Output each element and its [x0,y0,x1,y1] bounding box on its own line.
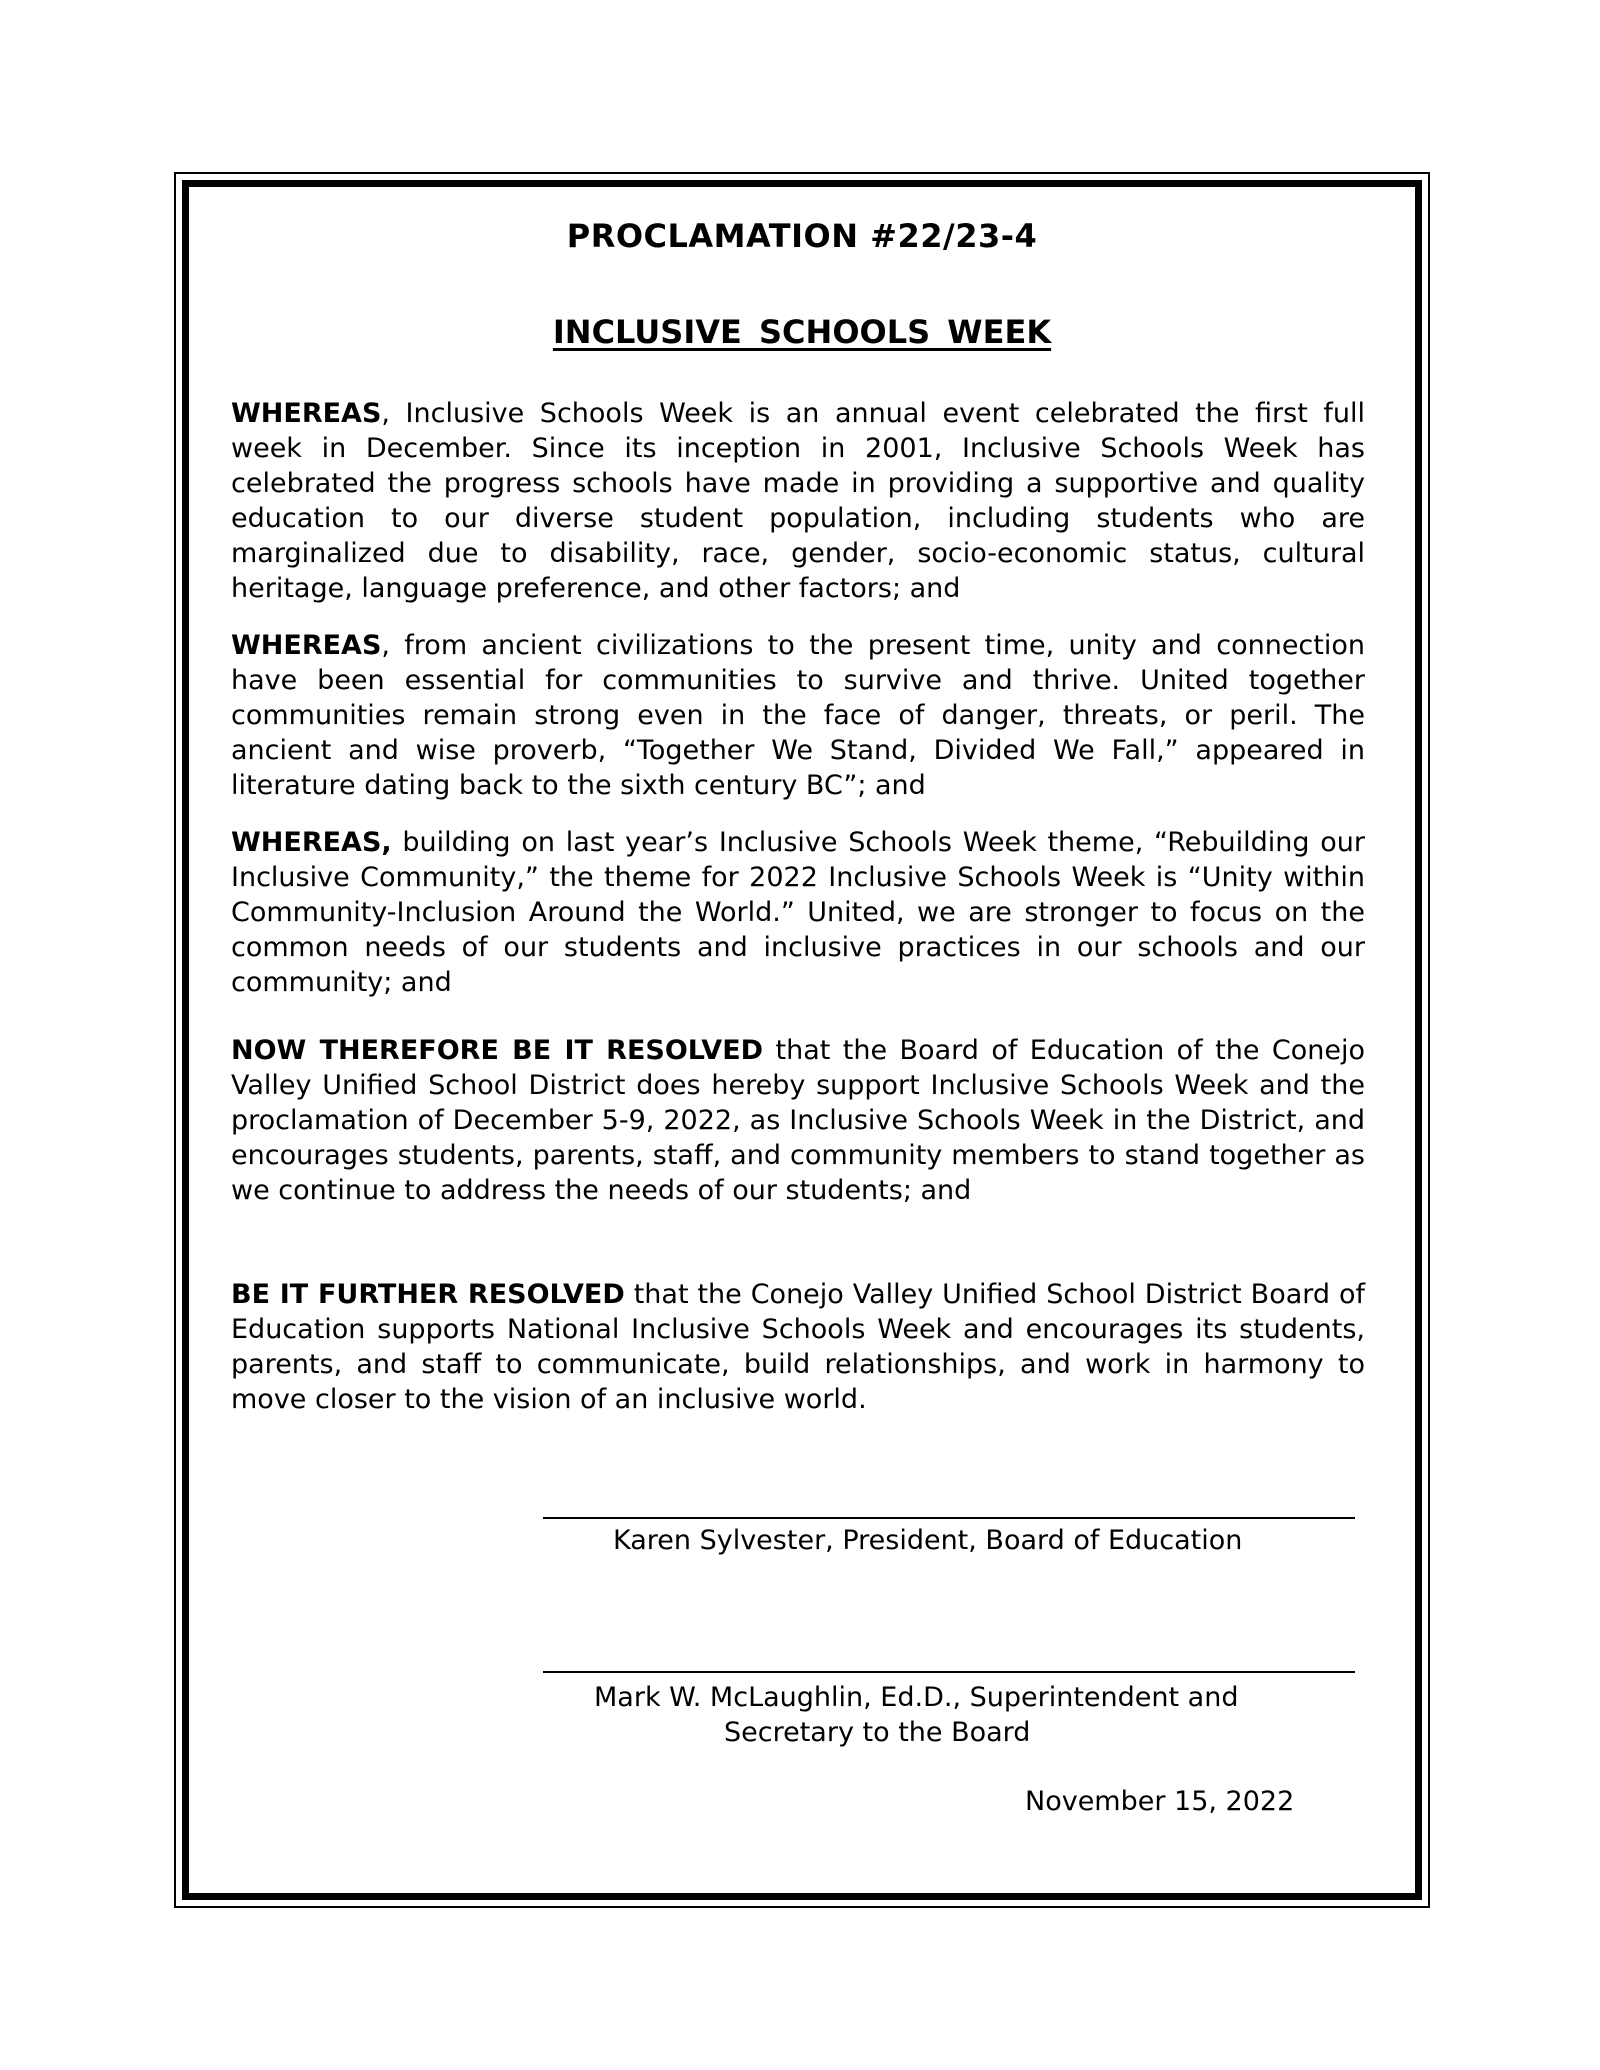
proclamation-date: November 15, 2022 [1025,1786,1295,1817]
whereas-paragraph-2 [231,628,1365,803]
paragraph-lead: WHEREAS, [231,827,392,858]
signatory-president: Karen Sylvester, President, Board of Education [613,1525,1243,1556]
proclamation-number: PROCLAMATION #22/23-4 [566,217,1038,255]
paragraph-text: that the Conejo Valley Unified School District Board of Education supports National Inclusive Schools Week and encourages its students, parents, and staff to communicate, build relationships, and work in harmony to move closer to the vision of an inclusive world. [231,1279,1365,1415]
further-resolved-paragraph [231,1277,1365,1417]
whereas-paragraph-1 [231,396,1365,606]
whereas-paragraph-3 [231,825,1365,1000]
paragraph-lead: BE IT FURTHER RESOLVED [231,1279,625,1310]
signatory-superintendent: Mark W. McLaughlin, Ed.D., Superintendent and [594,1682,1239,1713]
paragraph-lead: WHEREAS [231,630,382,661]
signatory-superintendent-title: Secretary to the Board [724,1717,1031,1748]
paragraph-lead: NOW THEREFORE BE IT RESOLVED [231,1035,764,1066]
paragraph-lead: WHEREAS [231,398,382,429]
signature-line-superintendent [543,1671,1355,1673]
paragraph-text: , Inclusive Schools Week is an annual event celebrated the first full week in December. Since its inception in 2001, Inclusive Schools Week has celebrated the progress schools have made in providing a supportive and quality education to our diverse student population, including students who are marginalized due to disability, race, gender, socio-economic status, cultural heritage, language preference, and other factors; and [231,398,1365,604]
proclamation-title: INCLUSIVE SCHOOLS WEEK [552,313,1052,351]
paragraph-text: building on last year’s Inclusive Schools Week theme, “Rebuilding our Inclusive Community,” the theme for 2022 Inclusive Schools Week is “Unity within Community-Inclusion Around the World.” United, we are stronger to focus on the common needs of our students and inclusive practices in our schools and our community; and [231,827,1365,998]
paragraph-text: , from ancient civilizations to the present time, unity and connection have been essential for communities to survive and thrive. United together communities remain strong even in the face of danger, threats, or peril. The ancient and wise proverb, “Together We Stand, Divided We Fall,” appeared in literature dating back to the sixth century BC”; and [231,630,1365,801]
paragraph-text: that the Board of Education of the Conejo Valley Unified School District does hereby support Inclusive Schools Week and the proclamation of December 5-9, 2022, as Inclusive Schools Week in the District, and encourages students, parents, staff, and community members to stand together as we continue to address the needs of our students; and [231,1035,1365,1206]
signature-line-president [543,1517,1355,1519]
resolved-paragraph [231,1033,1365,1208]
